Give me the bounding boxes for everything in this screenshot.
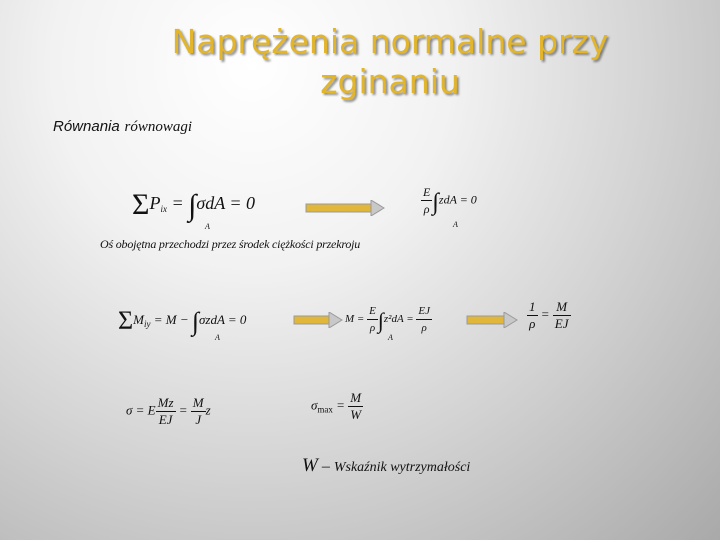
subtitle	[53, 117, 192, 136]
w-dash: –	[321, 458, 330, 475]
title-line-2: zginaniu	[320, 62, 460, 101]
equation-moment-balance: $\Sigma M_{iy} = M - \int\sigma zdA = 0$ A	[118, 306, 247, 342]
subtitle-part-2: równowagi	[124, 119, 193, 135]
subtitle-part-1: Równania	[53, 118, 120, 135]
slide-title	[0, 22, 720, 102]
arrow-2	[293, 312, 343, 328]
equation-curvature: $\frac{1}{\rho}$ = $\frac{M}{EJ}$	[529, 299, 569, 331]
equation-force-balance: $\Sigma P_{ix} = \int\sigma dA = 0$ A	[132, 188, 256, 231]
equation-stress: σ = E $\frac{Mz}{EJ}$ = $\frac{M}{J}$ z	[126, 395, 211, 427]
title-line-1: Naprężenia normalne przy	[171, 22, 609, 61]
neutral-axis-note: Oś obojętna przechodzi przez środek ciężkości przekroju	[100, 237, 361, 251]
w-symbol: W	[302, 455, 318, 476]
equation-neutral-axis: $\frac{E}{\rho}$ ∫zdA = 0 A	[423, 185, 477, 229]
equation-moment-curvature: M = $\frac{E}{\rho}$ ∫z²dA = $\frac{EJ}{\rho}$ A	[345, 305, 430, 342]
arrow-3	[466, 312, 518, 328]
equation-max-stress: $\sigma_{max}$ = $\frac{M}{W}$	[311, 390, 362, 422]
w-label: Wskaźnik wytrzymałości	[333, 460, 471, 475]
section-modulus-definition	[302, 455, 470, 477]
arrow-1	[305, 200, 385, 216]
